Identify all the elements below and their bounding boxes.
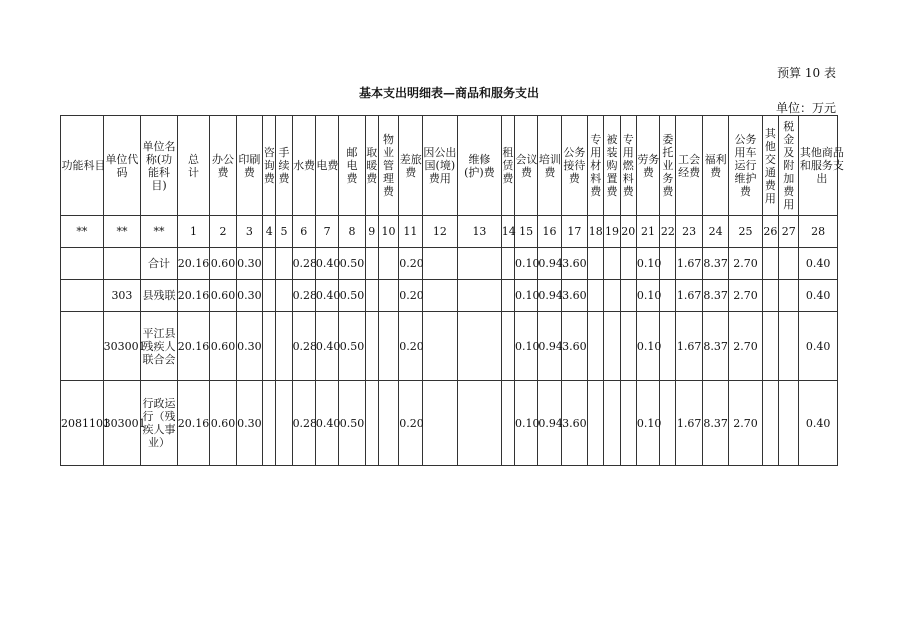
- column-header: [339, 116, 365, 216]
- amount-cell: [620, 248, 636, 280]
- column-index: 24: [702, 216, 728, 248]
- amount-cell: [779, 280, 799, 312]
- amount-cell: [458, 312, 502, 381]
- column-header: [263, 116, 276, 216]
- amount-cell: 0.50: [339, 312, 365, 381]
- amount-cell: [660, 381, 676, 466]
- amount-cell: [263, 280, 276, 312]
- column-header: [315, 116, 338, 216]
- amount-cell: 20.16: [177, 381, 210, 466]
- amount-cell: [604, 312, 620, 381]
- amount-cell: [276, 381, 292, 466]
- amount-cell: 0.10: [514, 280, 537, 312]
- column-header-label: 电费: [316, 159, 339, 172]
- amount-cell: 0.40: [799, 248, 838, 280]
- amount-cell: [365, 248, 378, 280]
- amount-cell: 0.60: [210, 280, 236, 312]
- amount-cell: 0.40: [315, 381, 338, 466]
- column-header-label: 取暖费: [366, 146, 378, 185]
- column-index: 19: [604, 216, 620, 248]
- amount-cell: [620, 312, 636, 381]
- column-header: [538, 116, 561, 216]
- amount-cell: 0.50: [339, 280, 365, 312]
- amount-cell: 0.50: [339, 381, 365, 466]
- amount-cell: [620, 280, 636, 312]
- amount-cell: [276, 280, 292, 312]
- table-row: [61, 312, 838, 381]
- amount-cell: [365, 381, 378, 466]
- amount-cell: 2.70: [729, 248, 763, 280]
- column-header: [799, 116, 844, 216]
- table-row: [61, 280, 838, 312]
- header-row: [61, 116, 838, 216]
- amount-cell: [588, 248, 604, 280]
- code-cell: [61, 248, 104, 280]
- column-index: 14: [501, 216, 514, 248]
- amount-cell: [365, 312, 378, 381]
- column-index: 26: [762, 216, 778, 248]
- amount-cell: 0.10: [636, 248, 659, 280]
- table-title: 基本支出明细表—商品和服务支出: [358, 86, 539, 100]
- amount-cell: [458, 381, 502, 466]
- amount-cell: [422, 381, 458, 466]
- amount-cell: [620, 381, 636, 466]
- amount-cell: 0.20: [399, 280, 422, 312]
- column-header: [177, 116, 210, 216]
- column-index: 23: [676, 216, 702, 248]
- amount-cell: [501, 280, 514, 312]
- column-header-label: 水费: [293, 159, 316, 172]
- column-header-label: 手续费: [278, 146, 290, 185]
- amount-cell: [378, 312, 398, 381]
- column-header-label: 委托业务费: [662, 133, 674, 198]
- amount-cell: [365, 280, 378, 312]
- column-header-label: 其他交通费用: [764, 126, 776, 205]
- column-header: [378, 116, 398, 216]
- amount-cell: 0.10: [636, 381, 659, 466]
- column-index: 18: [588, 216, 604, 248]
- amount-cell: 8.37: [702, 248, 728, 280]
- column-index: 10: [378, 216, 398, 248]
- amount-cell: [501, 248, 514, 280]
- column-index: **: [61, 216, 104, 248]
- amount-cell: 2.70: [729, 312, 763, 381]
- column-header: [729, 116, 763, 216]
- amount-cell: [660, 248, 676, 280]
- column-index: 21: [636, 216, 659, 248]
- column-header: [779, 116, 799, 216]
- column-index: 22: [660, 216, 676, 248]
- amount-cell: [378, 248, 398, 280]
- column-index: 5: [276, 216, 292, 248]
- amount-cell: 3.60: [561, 248, 587, 280]
- amount-cell: 1.67: [676, 280, 702, 312]
- amount-cell: [458, 280, 502, 312]
- column-header-label: 总计: [188, 152, 200, 179]
- amount-cell: 0.94: [538, 381, 561, 466]
- column-index: 20: [620, 216, 636, 248]
- column-header: [236, 116, 262, 216]
- column-index: 25: [729, 216, 763, 248]
- column-header-label: 租赁费: [502, 146, 514, 185]
- amount-cell: 0.40: [799, 312, 838, 381]
- amount-cell: 0.20: [399, 248, 422, 280]
- amount-cell: [779, 381, 799, 466]
- amount-cell: 0.10: [636, 312, 659, 381]
- amount-cell: [604, 381, 620, 466]
- amount-cell: [660, 280, 676, 312]
- column-index: 17: [561, 216, 587, 248]
- column-index: 2: [210, 216, 236, 248]
- column-header: [365, 116, 378, 216]
- column-index: 1: [177, 216, 210, 248]
- column-header-label: 咨询费: [263, 146, 275, 185]
- column-header: [458, 116, 502, 216]
- amount-cell: [762, 312, 778, 381]
- table-row: [61, 248, 838, 280]
- amount-cell: 0.60: [210, 312, 236, 381]
- column-header-label: 办公费: [212, 152, 234, 179]
- column-header-label: 因公出国(境)费用: [423, 146, 457, 185]
- unit-name-cell: 行政运行（残疾人事业）: [141, 381, 178, 466]
- amount-cell: 2.70: [729, 280, 763, 312]
- column-index: 11: [399, 216, 422, 248]
- amount-cell: 0.40: [799, 381, 838, 466]
- amount-cell: 8.37: [702, 381, 728, 466]
- amount-cell: 0.30: [236, 312, 262, 381]
- column-header: [292, 116, 315, 216]
- column-index: 4: [263, 216, 276, 248]
- column-header-label: 被装购置费: [606, 133, 618, 198]
- amount-cell: 1.67: [676, 312, 702, 381]
- column-header: [210, 116, 236, 216]
- table-row: [61, 381, 838, 466]
- amount-cell: [422, 248, 458, 280]
- amount-cell: [779, 312, 799, 381]
- amount-cell: 20.16: [177, 280, 210, 312]
- amount-cell: 8.37: [702, 312, 728, 381]
- column-header-label: 税金及附加费用: [783, 120, 795, 211]
- amount-cell: 0.40: [315, 312, 338, 381]
- unit-label: 单位：万元: [775, 101, 836, 115]
- amount-cell: [604, 280, 620, 312]
- amount-cell: 0.40: [315, 280, 338, 312]
- amount-cell: 20.16: [177, 248, 210, 280]
- amount-cell: 3.60: [561, 312, 587, 381]
- amount-cell: 0.28: [292, 280, 315, 312]
- column-header: [660, 116, 676, 216]
- column-index: 12: [422, 216, 458, 248]
- amount-cell: 0.60: [210, 381, 236, 466]
- amount-cell: 1.67: [676, 381, 702, 466]
- column-header: [141, 116, 178, 216]
- index-row: [61, 216, 838, 248]
- column-header: [588, 116, 604, 216]
- column-index: **: [103, 216, 141, 248]
- column-header: [561, 116, 587, 216]
- amount-cell: [501, 312, 514, 381]
- amount-cell: 0.10: [514, 248, 537, 280]
- column-header: [762, 116, 778, 216]
- amount-cell: 0.28: [292, 381, 315, 466]
- column-header-label: 邮电费: [346, 146, 358, 185]
- column-header-label: 维修(护)费: [464, 152, 495, 179]
- column-header: [61, 116, 104, 216]
- amount-cell: 0.50: [339, 248, 365, 280]
- amount-cell: 0.10: [514, 312, 537, 381]
- amount-cell: 0.28: [292, 248, 315, 280]
- amount-cell: 0.10: [514, 381, 537, 466]
- column-index: 13: [458, 216, 502, 248]
- code-cell: 2081101: [61, 381, 104, 466]
- amount-cell: 0.28: [292, 312, 315, 381]
- column-index: 3: [236, 216, 262, 248]
- column-header-label: 公务接待费: [563, 146, 586, 185]
- amount-cell: 0.94: [538, 280, 561, 312]
- amount-cell: 0.20: [399, 381, 422, 466]
- amount-cell: [422, 280, 458, 312]
- column-header: [501, 116, 514, 216]
- amount-cell: [762, 381, 778, 466]
- column-index: 8: [339, 216, 365, 248]
- amount-cell: 0.94: [538, 312, 561, 381]
- amount-cell: [263, 312, 276, 381]
- expense-table: [60, 115, 844, 466]
- amount-cell: [276, 248, 292, 280]
- column-header: [514, 116, 537, 216]
- amount-cell: [378, 381, 398, 466]
- column-header: [399, 116, 422, 216]
- amount-cell: 0.60: [210, 248, 236, 280]
- amount-cell: [779, 248, 799, 280]
- code-cell: [103, 248, 141, 280]
- column-header-label: 专用材料费: [590, 133, 602, 198]
- amount-cell: [604, 248, 620, 280]
- column-header-label: 工会经费: [678, 152, 701, 179]
- unit-name-cell: 合计: [141, 248, 178, 280]
- amount-cell: [458, 248, 502, 280]
- amount-cell: [588, 312, 604, 381]
- column-header-label: 培训费: [538, 152, 561, 179]
- column-header-label: 物业管理费: [383, 133, 395, 198]
- amount-cell: 0.40: [799, 280, 838, 312]
- code-cell: 303001: [103, 312, 141, 381]
- amount-cell: [588, 381, 604, 466]
- amount-cell: 8.37: [702, 280, 728, 312]
- amount-cell: 2.70: [729, 381, 763, 466]
- column-header: [676, 116, 702, 216]
- code-cell: 303: [103, 280, 141, 312]
- column-header-label: 会议费: [515, 152, 538, 179]
- amount-cell: 0.30: [236, 248, 262, 280]
- column-index: 15: [514, 216, 537, 248]
- column-header-label: 福利费: [704, 152, 727, 179]
- column-index: 7: [315, 216, 338, 248]
- amount-cell: 20.16: [177, 312, 210, 381]
- column-header: [620, 116, 636, 216]
- column-header-label: 公务用车运行维护费: [734, 133, 757, 198]
- amount-cell: 3.60: [561, 280, 587, 312]
- column-header-label: 劳务费: [637, 152, 660, 179]
- amount-cell: 0.94: [538, 248, 561, 280]
- amount-cell: [762, 248, 778, 280]
- amount-cell: [263, 248, 276, 280]
- column-header-label: 专用燃料费: [622, 133, 634, 198]
- column-header: [702, 116, 728, 216]
- amount-cell: [588, 280, 604, 312]
- column-index: 6: [292, 216, 315, 248]
- column-header-label: 单位代码: [105, 152, 139, 179]
- column-header: [422, 116, 458, 216]
- column-header: [636, 116, 659, 216]
- column-index: **: [141, 216, 178, 248]
- column-header: [604, 116, 620, 216]
- amount-cell: 0.10: [636, 280, 659, 312]
- column-header: [103, 116, 141, 216]
- column-header-label: 差旅费: [399, 152, 422, 179]
- column-header-label: 印刷费: [238, 152, 261, 179]
- amount-cell: [378, 280, 398, 312]
- column-index: 27: [779, 216, 799, 248]
- code-cell: [61, 312, 104, 381]
- amount-cell: [276, 312, 292, 381]
- amount-cell: 1.67: [676, 248, 702, 280]
- amount-cell: 0.30: [236, 381, 262, 466]
- amount-cell: [660, 312, 676, 381]
- amount-cell: 3.60: [561, 381, 587, 466]
- column-header-label: 其他商品和服务支出: [799, 146, 844, 185]
- unit-name-cell: 平江县残疾人联合会: [141, 312, 178, 381]
- amount-cell: 0.20: [399, 312, 422, 381]
- column-index: 9: [365, 216, 378, 248]
- page-label: 预算 10 表: [777, 66, 836, 80]
- unit-name-cell: 县残联: [141, 280, 178, 312]
- amount-cell: [263, 381, 276, 466]
- column-header: [276, 116, 292, 216]
- column-header-label: 单位名称(功能科目): [142, 139, 176, 192]
- amount-cell: [501, 381, 514, 466]
- amount-cell: 0.30: [236, 280, 262, 312]
- column-index: 16: [538, 216, 561, 248]
- amount-cell: [422, 312, 458, 381]
- amount-cell: [762, 280, 778, 312]
- column-index: 28: [799, 216, 838, 248]
- code-cell: 303001: [103, 381, 141, 466]
- column-header-label: 功能科目: [61, 159, 106, 172]
- amount-cell: 0.40: [315, 248, 338, 280]
- code-cell: [61, 280, 104, 312]
